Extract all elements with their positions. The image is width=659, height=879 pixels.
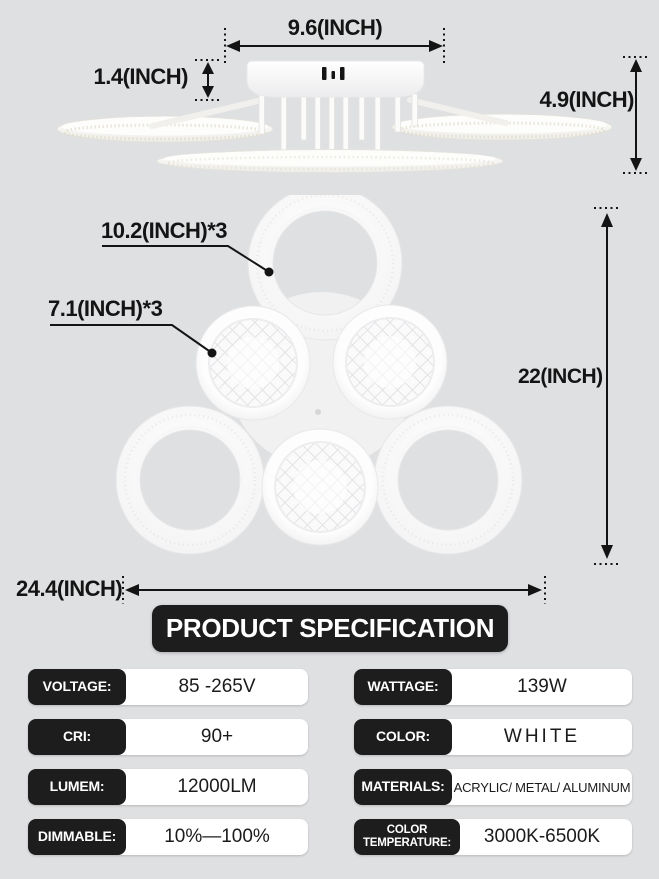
spec-label-materials: MATERIALS: <box>354 769 452 805</box>
spec-value-color-temperature: 3000K-6500K <box>483 826 601 847</box>
lamp-ring-bottom-right <box>374 406 522 554</box>
spec-label-lumen: LUMEM: <box>28 769 126 805</box>
spec-section-title: PRODUCT SPECIFICATION <box>152 605 508 652</box>
dim-label-canopy-width: 9.6(INCH) <box>287 15 383 40</box>
spec-column-left <box>28 669 308 855</box>
spec-label-cri: CRI: <box>28 719 126 755</box>
dim-label-fixture-height: 4.9(INCH) <box>539 87 634 112</box>
callout-dot <box>265 268 274 277</box>
spec-value-materials: ACRYLIC/ METAL/ ALUMINUM <box>453 779 631 795</box>
spec-value-voltage: 85 -265V <box>178 676 256 697</box>
mounting-screw <box>315 409 321 415</box>
spec-value-cri: 90+ <box>200 726 234 747</box>
dim-label-disc-diameter: 7.1(INCH)*3 <box>48 296 163 321</box>
spec-label-color-temperature: COLOR TEMPERATURE: <box>354 819 460 855</box>
spec-label-dimmable: DIMMABLE: <box>28 819 126 855</box>
spec-row-dimmable <box>28 819 308 855</box>
spec-row-voltage <box>28 669 308 705</box>
spec-value-color: WHITE <box>503 726 581 747</box>
spec-label-wattage: WATTAGE: <box>354 669 452 705</box>
spec-column-right <box>354 669 632 855</box>
callout-dot <box>208 349 217 358</box>
lamp-disc-bottom-center <box>262 429 378 545</box>
dim-label-overall-height: 22(INCH) <box>518 365 603 388</box>
dimension-arrow-canopy-height <box>195 60 221 100</box>
spec-label-color: COLOR: <box>354 719 452 755</box>
spec-row-materials <box>354 769 632 805</box>
lamp-disc-middle-left <box>196 306 310 420</box>
callout-disc-diameter <box>50 325 217 358</box>
spec-row-cri <box>28 719 308 755</box>
spec-row-color <box>354 719 632 755</box>
side-view-disc-center <box>157 150 503 173</box>
dimension-arrow-overall-width <box>123 576 545 604</box>
dim-label-overall-width: 24.4(INCH) <box>16 576 123 601</box>
side-view-disc-right <box>392 114 612 140</box>
dim-label-canopy-height: 1.4(INCH) <box>93 64 188 89</box>
lamp-disc-middle-right <box>333 305 447 419</box>
spec-row-wattage <box>354 669 632 705</box>
spec-value-dimmable: 10%—100% <box>164 826 270 847</box>
spec-value-lumen: 12000LM <box>177 776 257 797</box>
dimension-arrow-fixture-height <box>623 57 650 173</box>
spec-label-voltage: VOLTAGE: <box>28 669 126 705</box>
ceiling-lamp-bottom-view <box>0 195 659 605</box>
spec-row-color-temperature <box>354 819 632 855</box>
spec-value-wattage: 139W <box>517 676 567 697</box>
spec-row-lumen <box>28 769 308 805</box>
dim-label-ring-diameter: 10.2(INCH)*3 <box>101 218 228 243</box>
lamp-ring-bottom-left <box>116 406 264 554</box>
lamp-canopy <box>247 61 424 97</box>
